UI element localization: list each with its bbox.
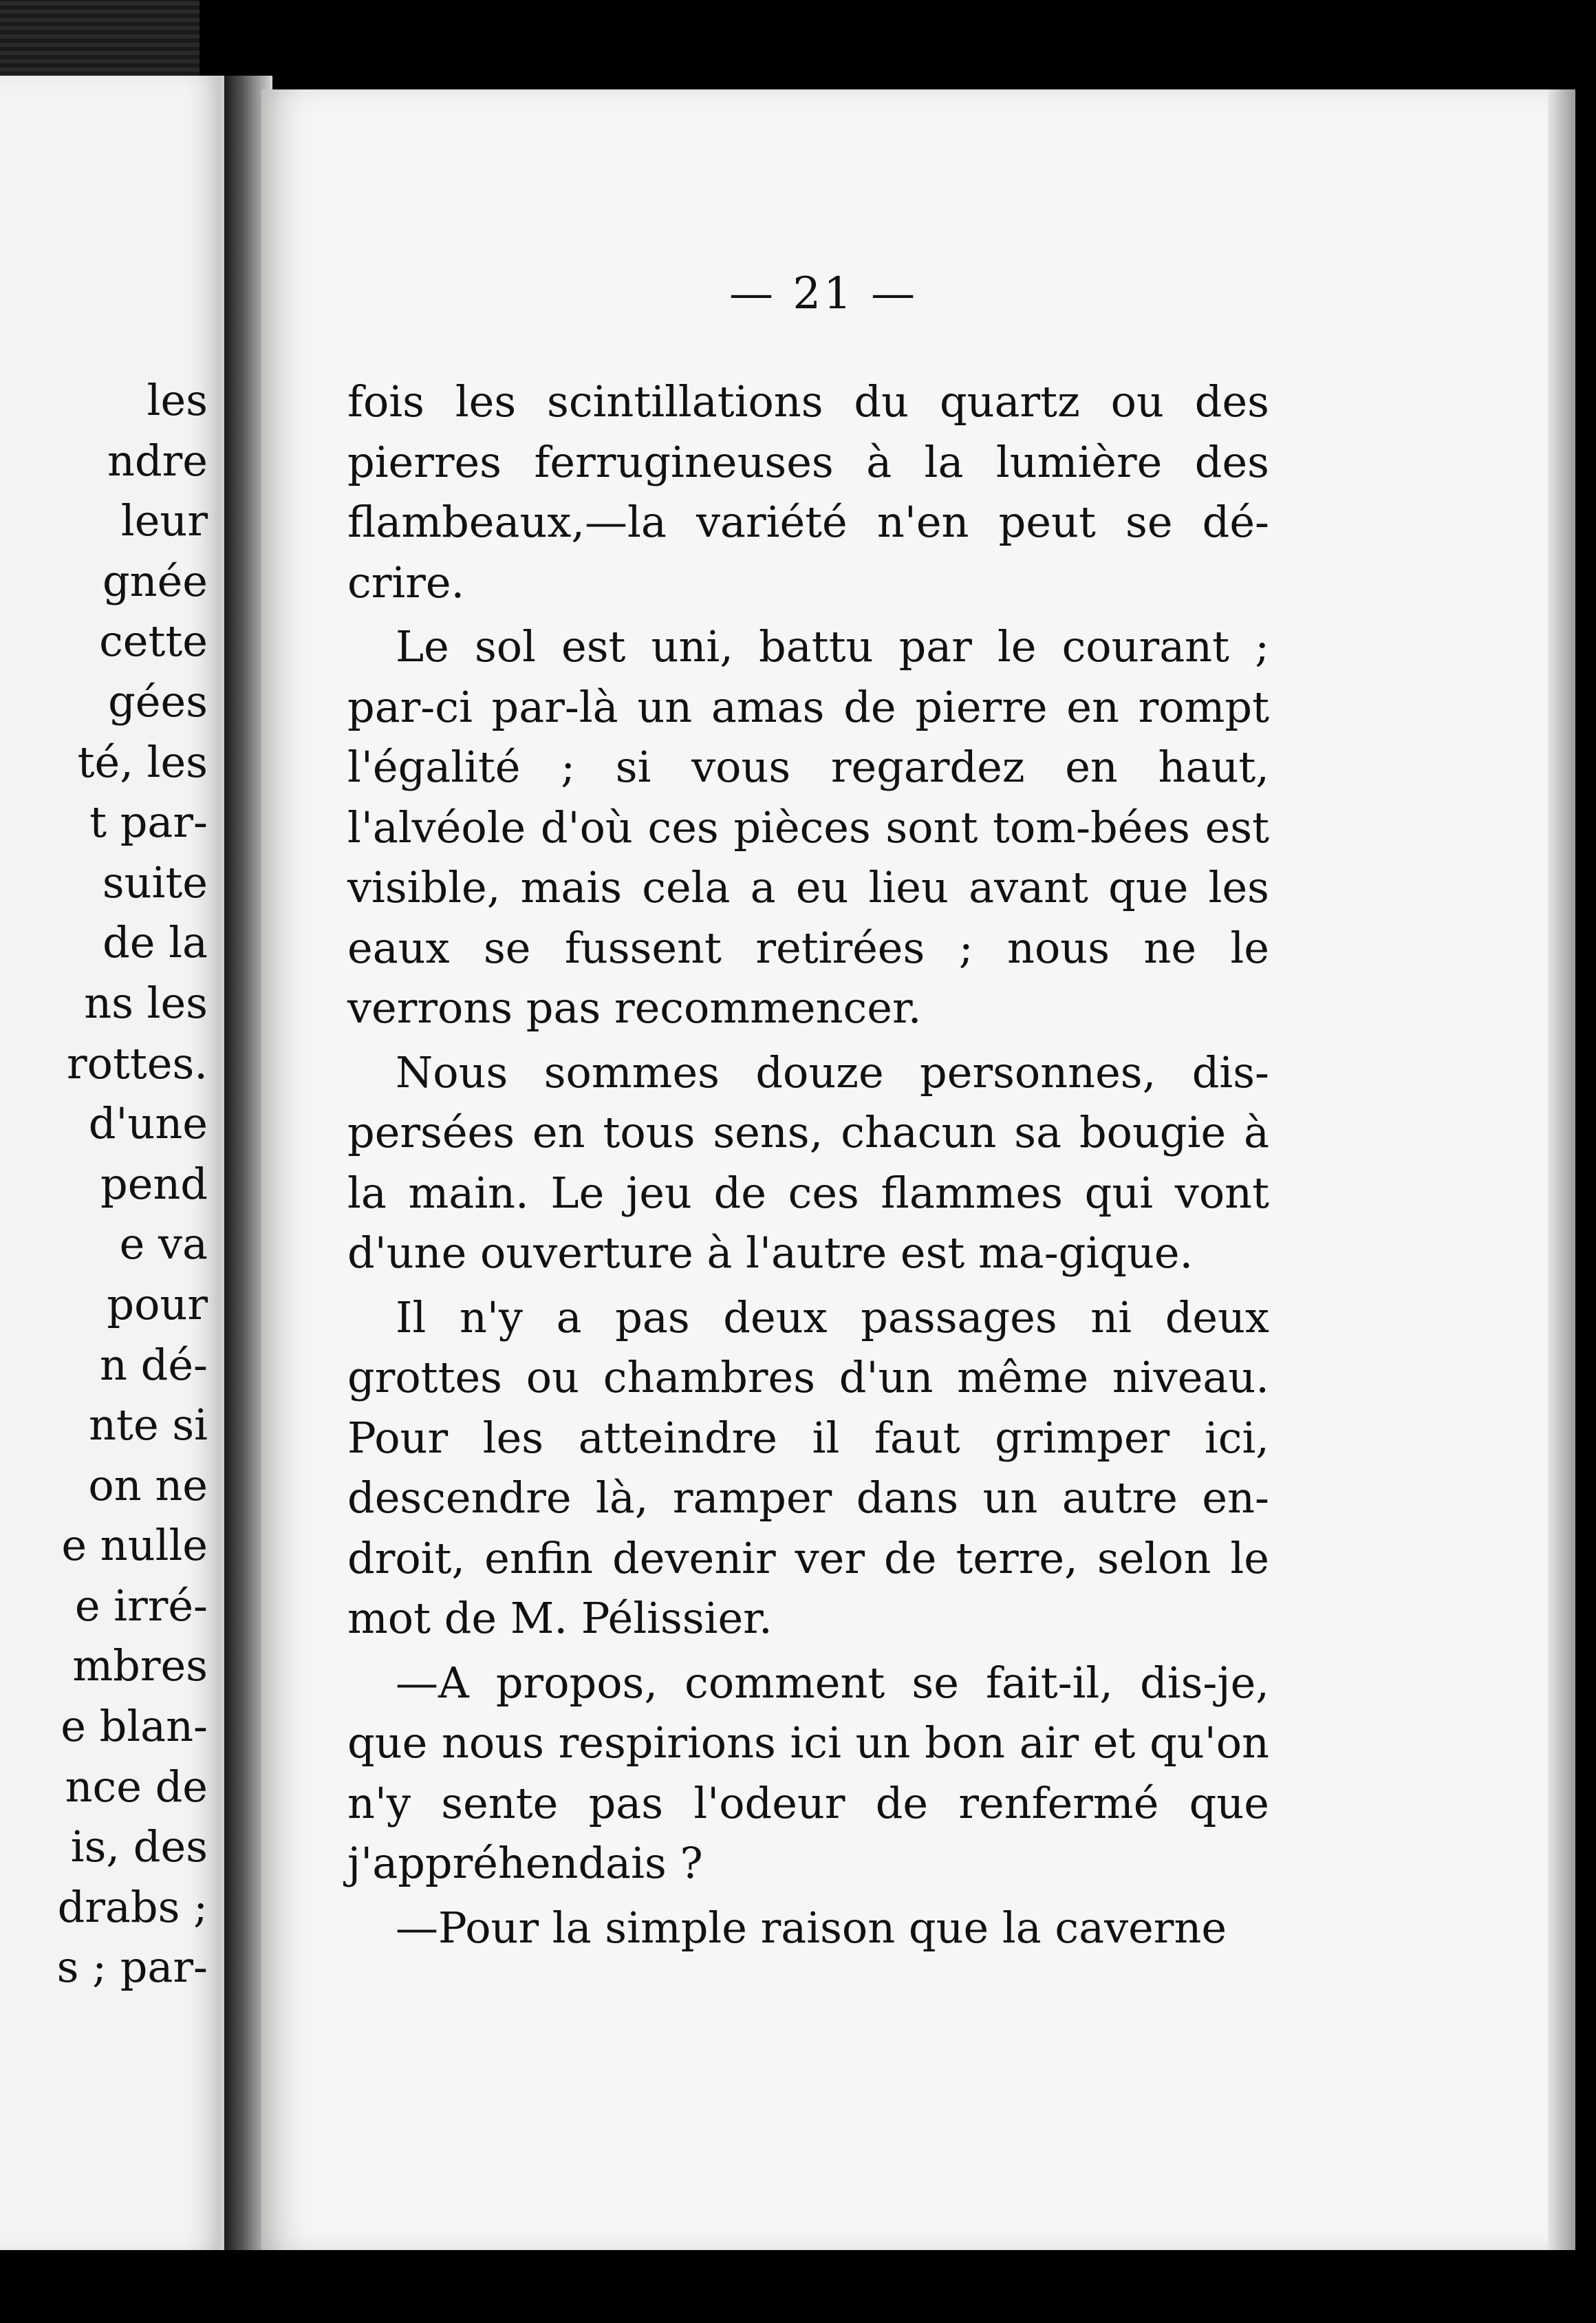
scan-background bbox=[0, 2250, 1596, 2323]
left-page-line: e irré- bbox=[74, 1580, 208, 1631]
left-page-line: e nulle bbox=[61, 1520, 208, 1571]
body-text bbox=[347, 372, 1269, 1958]
book-binding bbox=[0, 0, 200, 76]
paragraph: fois les scintillations du quartz ou des pierres ferrugineuses à la lumière des flambeaux,—la variété n'en peut se dé-crire. bbox=[347, 376, 1269, 608]
left-page-line: e blan- bbox=[61, 1701, 208, 1752]
left-page-line: e va bbox=[119, 1219, 208, 1270]
paragraph: Il n'y a pas deux passages ni deux grottes ou chambres d'un même niveau. Pour les atteindre il faut grimper ici, descendre là, ramper dans un autre en-droit, enfin devenir ver de terre, selon le mot de M. Pélissier. bbox=[347, 1292, 1269, 1643]
left-page-line: suite bbox=[102, 857, 208, 908]
left-page-line: cette bbox=[99, 616, 208, 667]
left-page-line: té, les bbox=[77, 736, 208, 787]
left-page-line: nce de bbox=[65, 1761, 208, 1812]
page-number: — 21 — bbox=[729, 268, 918, 319]
left-page-line: on ne bbox=[88, 1459, 208, 1510]
left-page-line: t par- bbox=[89, 797, 208, 848]
left-page-line: ndre bbox=[107, 435, 208, 486]
paragraph: —A propos, comment se fait-il, dis-je, que nous respirions ici un bon air et qu'on n'y sente pas l'odeur de renfermé que j'appréhendais ? bbox=[347, 1657, 1269, 1888]
left-page-line: s ; par- bbox=[56, 1942, 208, 1993]
left-page-line: d'une bbox=[88, 1098, 208, 1149]
left-page-line: is, des bbox=[70, 1821, 208, 1872]
left-page-line: leur bbox=[120, 495, 208, 546]
left-page-line: pend bbox=[100, 1158, 208, 1209]
paragraph: Nous sommes douze personnes, dis-persées en tous sens, chacun sa bougie à la main. Le jeu de ces flammes qui vont d'une ouverture à l'autre est ma-gique. bbox=[347, 1047, 1269, 1278]
left-page-line: nte si bbox=[89, 1400, 208, 1450]
left-page-line: mbres bbox=[72, 1640, 208, 1691]
left-page-line: n dé- bbox=[100, 1339, 208, 1390]
left-page-line: pour bbox=[107, 1278, 208, 1329]
left-page-line: les bbox=[147, 375, 208, 425]
left-page-line: de la bbox=[103, 917, 208, 968]
paragraph: —Pour la simple raison que la caverne bbox=[396, 1902, 1227, 1953]
left-page-line: ns les bbox=[84, 977, 208, 1028]
paragraph: Le sol est uni, battu par le courant ; par-ci par-là un amas de pierre en rompt l'égalité ; si vous regardez en haut, l'alvéole d'où ces pièces sont tom-bées est visible, mais cela a eu lieu avant que les eaux se fussent retirées ; nous ne le verrons pas recommencer. bbox=[347, 621, 1269, 1033]
page-edge bbox=[1548, 89, 1575, 2250]
left-page-line: drabs ; bbox=[57, 1881, 208, 1932]
left-page-line: rottes. bbox=[66, 1038, 208, 1089]
left-page-line: gées bbox=[108, 676, 208, 727]
left-page-text bbox=[57, 370, 208, 1998]
left-page-line: gnée bbox=[102, 555, 208, 606]
left-page bbox=[0, 76, 226, 2250]
